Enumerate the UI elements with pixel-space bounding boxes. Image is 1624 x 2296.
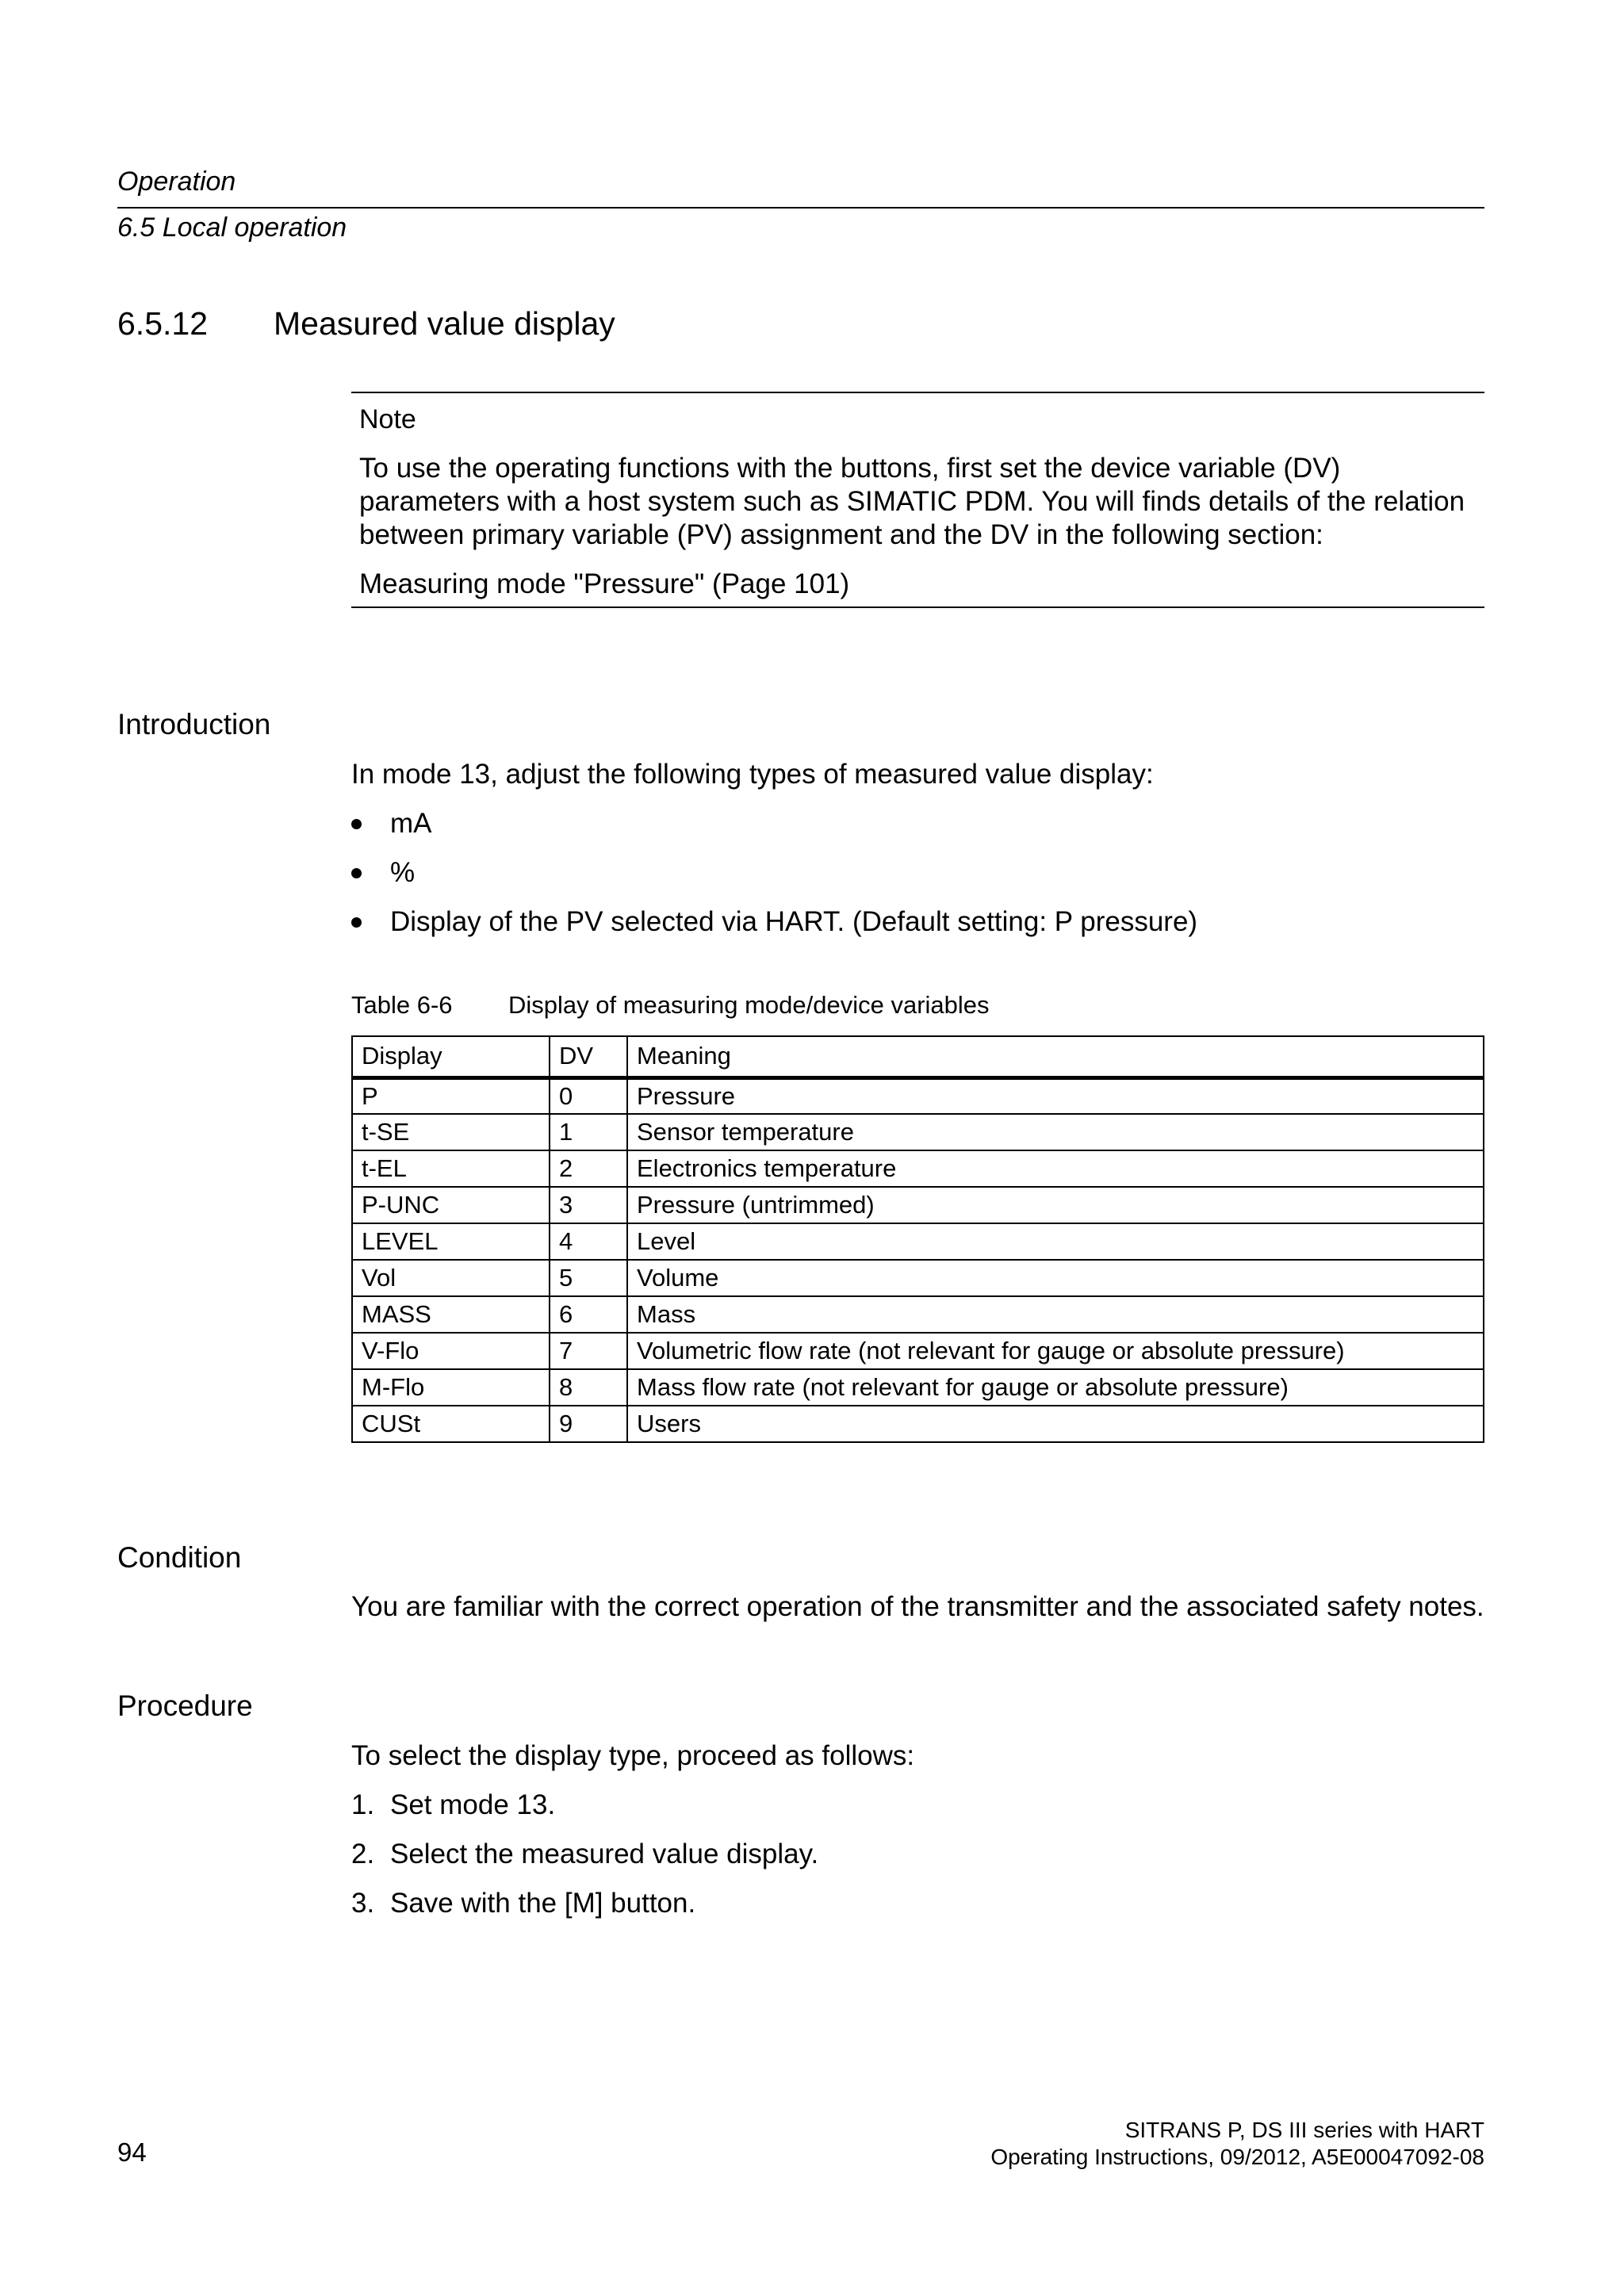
bullet-icon [351,868,362,878]
table-cell-meaning: Volume [627,1260,1484,1296]
table-cell-display: t-SE [352,1114,550,1150]
bullet-icon [351,917,362,928]
note-link[interactable]: Measuring mode "Pressure" (Page 101) [359,568,850,599]
table-row [352,1406,1484,1442]
table-cell-dv: 6 [550,1296,627,1333]
device-variable-table [351,1035,1484,1443]
table-cell-display: CUSt [352,1406,550,1442]
page-number: 94 [117,2137,147,2167]
condition-text: You are familiar with the correct operation of the transmitter and the associated safety notes. [351,1591,1484,1622]
step-number: 1. [351,1789,375,1820]
table-cell-display: P [352,1077,550,1114]
table-cell-dv: 3 [550,1187,627,1223]
table-row [352,1114,1484,1150]
step-number: 2. [351,1839,375,1869]
table-cell-display: Vol [352,1260,550,1296]
section-title: Measured value display [274,305,615,342]
header-rule [117,207,1484,209]
step-text: Save with the [M] button. [390,1888,696,1919]
table-cell-dv: 8 [550,1369,627,1406]
table-cell-dv: 0 [550,1077,627,1114]
table-cell-meaning: Pressure (untrimmed) [627,1187,1484,1223]
table-cell-display: t-EL [352,1150,550,1187]
table-cell-display: P-UNC [352,1187,550,1223]
table-row [352,1223,1484,1260]
note-label: Note [359,404,416,434]
table-row [352,1296,1484,1333]
note-text: To use the operating functions with the buttons, first set the device variable (DV) parameters with a host system such as SIMATIC PDM. You will finds details of the relation between primary variable (PV) assignment and the DV in the following section: [359,453,1465,550]
note-top-rule [351,392,1484,393]
introduction-heading: Introduction [117,708,271,740]
table-cell-dv: 1 [550,1114,627,1150]
table-caption-text: Display of measuring mode/device variables [508,991,990,1019]
table-cell-dv: 7 [550,1333,627,1369]
running-header-chapter: Operation [117,166,236,197]
table-cell-meaning: Mass [627,1296,1484,1333]
bullet-icon [351,819,362,829]
table-header-cell: Meaning [627,1036,1484,1077]
table-cell-display: M-Flo [352,1369,550,1406]
condition-heading: Condition [117,1541,242,1574]
table-row [352,1150,1484,1187]
table-cell-meaning: Volumetric flow rate (not relevant for gauge or absolute pressure) [627,1333,1484,1369]
table-row [352,1333,1484,1369]
table-cell-dv: 9 [550,1406,627,1442]
table-row [352,1260,1484,1296]
running-header-section: 6.5 Local operation [117,212,347,243]
table-cell-display: MASS [352,1296,550,1333]
table-cell-display: V-Flo [352,1333,550,1369]
table-cell-meaning: Sensor temperature [627,1114,1484,1150]
introduction-lead: In mode 13, adjust the following types of measured value display: [351,759,1154,790]
table-header-cell: Display [352,1036,550,1077]
step-number: 3. [351,1888,375,1919]
bullet-item: mA [390,808,432,839]
table-row [352,1077,1484,1114]
step-text: Select the measured value display. [390,1839,819,1869]
footer-product: SITRANS P, DS III series with HART [1124,2118,1484,2142]
table-cell-dv: 4 [550,1223,627,1260]
table-cell-meaning: Users [627,1406,1484,1442]
step-text: Set mode 13. [390,1789,556,1820]
table-row [352,1369,1484,1406]
table-cell-dv: 2 [550,1150,627,1187]
table-caption-number: Table 6-6 [351,991,453,1019]
table-cell-meaning: Mass flow rate (not relevant for gauge or absolute pressure) [627,1369,1484,1406]
table-cell-meaning: Electronics temperature [627,1150,1484,1187]
bullet-item: % [390,857,416,888]
procedure-lead: To select the display type, proceed as follows: [351,1740,915,1771]
table-header-row [352,1036,1484,1077]
note-bottom-rule [351,607,1484,608]
footer-doc-info: Operating Instructions, 09/2012, A5E00047092-08 [990,2145,1484,2169]
table-header-cell: DV [550,1036,627,1077]
table-cell-display: LEVEL [352,1223,550,1260]
table-row [352,1187,1484,1223]
bullet-item: Display of the PV selected via HART. (Default setting: P pressure) [390,906,1198,937]
table-cell-dv: 5 [550,1260,627,1296]
section-number: 6.5.12 [117,305,208,342]
table-cell-meaning: Level [627,1223,1484,1260]
table-cell-meaning: Pressure [627,1077,1484,1114]
procedure-heading: Procedure [117,1689,253,1722]
